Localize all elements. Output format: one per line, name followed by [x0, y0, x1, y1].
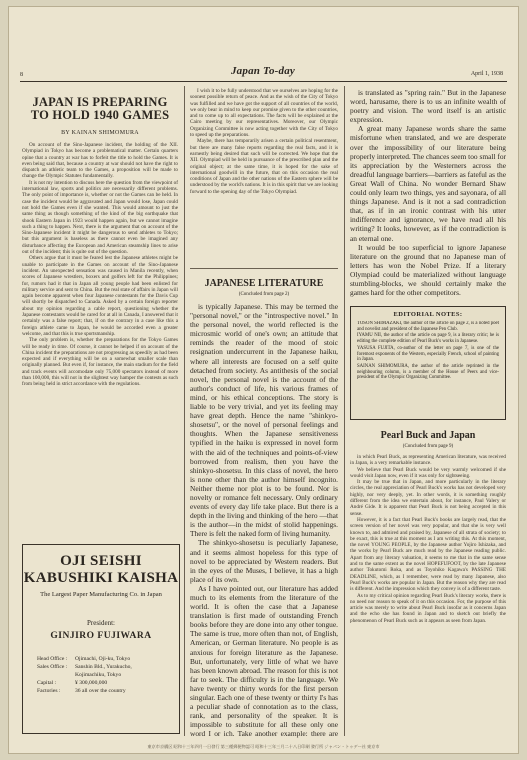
paragraph: Maybe, there has temporarily arisen a certain political resentment, but there are many false reports regarding the real facts, and it is earnestly being desired that such will be corrected. We hope that the XII. Olympiad will be held in pursuance of the prescribed plan and the original object; at the same time, it is hoped for the sake of international goodwill in the future, that on this occasion the real conditions of Japan and the other nations of the Eastern sphere will be understood by the world's nations. It is in this spirit that we are looking forward to the opening day of the Tokyo Olympiad. [190, 138, 338, 195]
article-headline-literature: JAPANESE LITERATURE [204, 278, 324, 289]
article-headline-pearl-buck: Pearl Buck and Japan [380, 430, 476, 441]
editorial-note: SAINAN SHIMOMURA, the author of the article reprinted in the neighbouring column, is a member of the House of Peers and vice-president of the Olympic Organizing Committee. [357, 363, 499, 381]
editorial-notes-box [350, 306, 506, 420]
ad-company-name: OJI SEISHI KABUSHIKI KAISHA [23, 553, 179, 586]
paragraph: As to my critical opinion regarding Pearl Buck's literary works, there is no need nor reason to speak of it on this occasion. For, the purpose of this article was merely to write about Pearl Buck insofar as it concerns Japan and the echo she has found in Japan and to sketch out briefly the phenomenon of Pearl Buck such as it appears as seen from Japan. [350, 592, 506, 624]
paragraph: Others argue that it must be feared lest the Japanese athletes might be unable to participate in the Games on account of the Sino-Japanese incident. An unexpected sensation was caused in Manila recently, when scores of Japanese wrestlers, boxers and golfers left for the Philippines; for, rumors had it that in Japan all young people had been enlisted for military service and sent to China. But the real state of affairs in Japan will again become apparent when four Japanese contestants for the Davis Cup will shortly be dispatched to Canada. Asked by a certain foreign reporter about my opinion regarding a cable report, questioning whether the Japanese contestants would be cared for at all in Canada, I answered that it certainly was a false report; that, if on the contrary in a case like this a foreign athlete came to Japan, he would be accorded even a greater welcome, and that this is true sportsmanship. [22, 255, 178, 337]
article-body-olympics [22, 142, 178, 478]
editorial-note: YASUSA FUJITA, co-author of the letter on page 7, is one of the foremost exponents of the Western, especially French, school of painting in Japan. [357, 345, 499, 363]
ad-row: Capital : ¥ 300,000,000 [37, 680, 108, 686]
continued-note: (Concluded from page 9) [402, 444, 454, 449]
ad-tagline: The Largest Paper Manufacturing Co. in Japan [40, 591, 162, 598]
paragraph: It may be true that in Japan, and more particularly in the literary circles, the real appreciation of Pearl Buck's works has not developed very highly, nor very deeply, yet. In other words, it is something roughly different from the idea we entertain about, for instance, Paul Valery or André Gide. It is apparent that Pearl Buck is not being accepted in this sense. [350, 479, 506, 517]
header-rule [20, 81, 507, 82]
paragraph: is typically Japanese. This may be termed the "personal novel," or the "introspective novel." In the personal novel, the world reflected is the microsmic world of one's own; an attitude that reminds the reader of the mood of stoic resignation undercurrent in the Japanese haiku, where all interests are focused on a self quite detached from society. As antithesis of the social novel, the personal novel is the account of the author's conduct of life, his various frames of mind, or his ethical conceptions. The story is liable to be very trivial, and yet its feeling may have great depth. Hence the name "shinkyo-shosetsu", or the novel of personal feelings and thoughts. When the Japanese sensitiveness typified in the haiku is expressed in novel form with the aid of the techniques and points-of-view borrowed from realism, then you have the shinkyo-shosetsu. In this class of novel, the hero is none other than the author himself incognito. Neither theme nor plot is to be found. Nor is novelty or romance felt necessary. Only ordinary events of every day life take place. But there is a depth in the living and thinking of the hero —that is the author—in the midst of stolid happenings. There is felt the naked form of living humanity. [190, 302, 338, 539]
paragraph: is translated as "spring rain." But in the Japanese word, harusame, there is to us an infinite wealth of poetry and vision. The word itself is an artistic expression. [350, 88, 506, 125]
ad-president-label: President: [87, 619, 115, 627]
section-rule [190, 268, 338, 269]
paragraph: It is not my intention to discuss here the question from the viewpoint of international law, sports and politics are necessarily different problems. The only point of importance is, whether or not the Games can be held. In case the incident would be aggravated and Japan would lose, Japan could not hold the Games even if she wanted. This would amount to just the same thing as though something of the kind of the big earthquake that shook Eastern Japan in 1923 would happen again, but we cannot imagine such a thing to happen. Next, there is the argument that on account of the Sino-Japanese incident it might be dangerous to send athletes to Tokyo; but this argument is baseless as there cannot even be imagined any disturbance affecting the European and American steamship lines to arise out of the incident; this is quite out of the question. [22, 179, 178, 256]
paragraph: On account of the Sino-Japanese incident, the holding of the XII. Olympiad in Tokyo has become a problematical matter. Certain quarters opine that a country at war has to forfeit the title to hold the Games. It is even being said that, because a country at war should not have the right to dispatch an athletic team to the Games, a proposition will be made to change the Olympic Statutes fundamentally. [22, 142, 178, 180]
article-byline: BY KAINAN SHIMOMURA [61, 130, 139, 136]
column-divider-left [184, 86, 185, 736]
ad-row: Kojimachiku, Tokyo [75, 672, 122, 678]
paragraph: The shinkyo-shosetsu is peculiarly Japanese, and it seems almost hopeless for this type of novel to be appreciated by Western readers. But in the eyes of the Muses, I believe, it has a high place of its own. [190, 538, 338, 584]
article-headline-olympics: JAPAN IS PREPARING TO HOLD 1940 GAMES [30, 95, 170, 122]
article-body-olympics-continued [190, 88, 338, 262]
ad-row: Factories : 36 all over the country [37, 688, 126, 694]
page-number: 8 [20, 72, 23, 78]
footer-imprint: 東京市京橋区 昭和十三年四月一日發行 第三種郵便物認可 昭和十三年三月二十八日印刷 發行所 ジャパン・トゥデー社 東京市 [147, 744, 380, 749]
issue-date: April 1, 1938 [470, 71, 503, 77]
paragraph: The only problem is, whether the preparations for the Tokyo Games will be ready in time. Of course, it cannot be helped if on account of the China incident the preparations are not progressing as speedily as had been expected and if everything will be on a somewhat smaller scale than originally planned. But even if, for instance, the main stadium for the field and track events will accomodate only 75,000 spectators instead of more than 100,000, this will not in the slightest way hamper the contests as such from being held in strict accordance with the regulations. [22, 337, 178, 388]
paragraph: I wish it to be fully understood that we ourselves are hoping for the soonest possible return of peace. And as the wish of the City of Tokyo was fulfilled and we have got the support of all countries of the world, we only bear in mind to keep our promise given to the other countries, and to come up to all expectations. The facts will be explained at the Cairo meeting by our representatives. Moreover, our Olympic Organizing Committee is now acting together with the City of Tokyo to speed up the preparations. [190, 88, 338, 139]
ad-row: Head Office : Ojimachi, Oji-ku, Tokyo [37, 656, 131, 662]
paragraph: As I have pointed out, our literature has added much to its elements from the literature of the world. It is often the case that a Japanese translation is first made of outstanding French books before they are done into any other tongue. The same is true, more often than not, of English, American, or German literature. No people is as anxious for foreign literature as the Japanese. But, unfortunately, very little of what we have has been known abroad. The reason for this is not far to seek. The difficulty is in the language. We have twenty or thirty words for the first person singular. Each one of these twenty or thirty I's has a peculiar shade of connotation as to the class, rank, and personality of the speaker. It is impossible to substitute for all these only one word I or ich. Take another example: there are [190, 583, 338, 738]
ad-president-name: GINJIRO FUJIWARA [50, 631, 152, 641]
continued-note: (Concluded from page 2) [238, 292, 290, 297]
paragraph: However, it is a fact that Pearl Buck's books are largely read, that the screen version of her novel was very popular, and that she is very well known to, and admired and praised by, Japanese of all strata of society; to be exact, this is true at this moment as I am writing this. At this moment, the novel YOUNG PEOPLE, by the Japanese author Yojiro Ishizaka, and the works by Pearl Buck are much read by the Japanese reading public. Apart from any literary valuation, it seems to me that in the same sense and to the same extent as the novel HOPEFUFOOT, by the late Japanese author Tokutomi Roka, and as Toyohiko Kagawa's PASSING THE DEADLINE, which, as I remember, were read by many Japanese, also Pearl Buck's works are popular in Japan. But the reason why they are read is different. And the impression which they convey is of a different taste. [350, 516, 506, 593]
paragraph: in which Pearl Buck, as representing American literature, was received in Japan, is a very remarkable instance. [350, 454, 506, 467]
publication-title: Japan To-day [230, 65, 296, 77]
paragraph: A great many Japanese words share the same misfortune when translated, and we are desperate over the impossibility of our literature being properly interpreted. The chances seem too small for its appreciation by the Westerners across the dreadful language barriers—barriers as fateful as the Great Wall of China. No wonder Bernard Shaw could only learn two things, yes and sayonara, of all things Japanese. And is it not a sad contradiction that, as if in an ironic contrast with his utter indifference and ignorance, we have read all his writing? It looks, however, as if the contradiction is an eternal one. [350, 124, 506, 243]
editorial-notes-body [357, 321, 499, 417]
advertisement-box [22, 544, 180, 734]
article-body-pearl-buck [350, 454, 506, 736]
article-body-literature [190, 302, 338, 738]
paragraph: It would be too superficial to ignore Japanese literature on the ground that no Japanese man of letters has won the Nobel Prize. If a literary Olympiad could be materialized without language stumbling-blocks, we should certainly make the games hard for the other competitors. [350, 242, 506, 298]
ad-details [37, 655, 173, 695]
editorial-notes-title: EDITORIAL NOTES: [393, 311, 463, 318]
editorial-note: TOSON SHIMAZAKI, the author of the article on page 2, is a noted poet and novelist and president of the Japanese Pen Club. [357, 321, 499, 332]
editorial-note: IYAMU NII, the author of the article on page 9, is a literary critic; he is editing the complete edition of Pearl Buck's works in Japanese. [357, 333, 499, 345]
column-divider-right [344, 86, 345, 736]
article-body-literature-continued [350, 88, 506, 302]
paragraph: We believe that Pearl Buck would be very warmly welcomed if she would visit Japan now, even if it was only for sightseeing. [350, 466, 506, 479]
newspaper-page [8, 6, 519, 754]
ad-row: Sales Office : Sanshin Bld., Yurakucho, [37, 664, 132, 670]
